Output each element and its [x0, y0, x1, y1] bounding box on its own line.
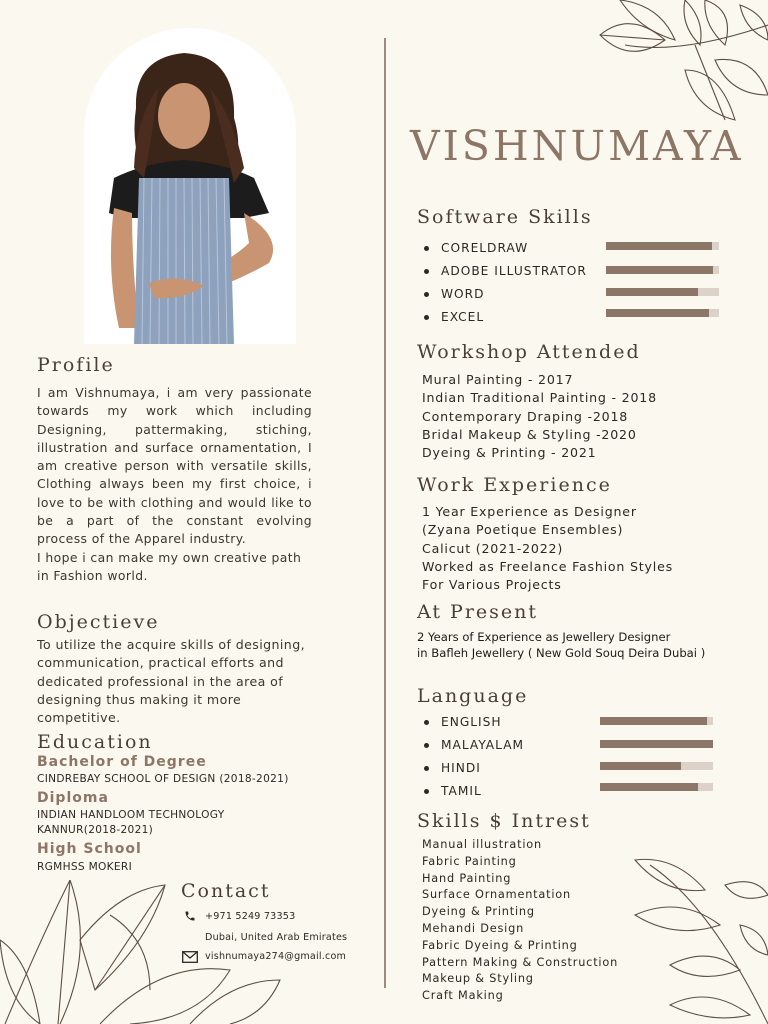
profile-text — [37, 384, 312, 585]
education-detail: INDIAN HANDLOOM TECHNOLOGY — [37, 809, 225, 821]
skills-interest-item: Pattern Making & Construction — [422, 955, 619, 969]
skills-interest-item: Fabric Dyeing & Printing — [422, 938, 578, 952]
objective-text: To utilize the acquire skills of designing, communication, practical efforts and dedicated professional in the area of designing thus making it more competitive. — [37, 637, 305, 726]
resume-name: VISHNUMAYA — [410, 122, 744, 170]
language-bar — [600, 740, 713, 748]
skills-interest-item: Fabric Painting — [422, 854, 517, 868]
work-experience-item: (Zyana Poetique Ensembles) — [422, 522, 624, 538]
software-skill-label: EXCEL — [441, 310, 485, 324]
profile-paragraph: I am Vishnumaya, i am very passionate towards my work which including Designing, pattermaking, stiching, illustration and surface ornamentation, I am creative person with versatile skills, Clothing always been my first choice, i love to be with clothing and would like to be a part of the constant evolving process of the Apparel industry. — [37, 385, 312, 547]
skills-interest-item: Surface Ornamentation — [422, 888, 571, 902]
skill-bar-fill — [606, 266, 713, 274]
profile-paragraph-2: I hope i can make my own creative path in Fashion world. — [37, 549, 302, 583]
language-bar-fill — [600, 740, 713, 748]
workshop-list — [422, 371, 657, 462]
skills-interest-item: Dyeing & Printing — [422, 905, 535, 919]
language-bar-fill — [600, 783, 698, 791]
at-present-item: 2 Years of Experience as Jewellery Designer — [417, 630, 671, 644]
education-title-high-school: High School — [37, 841, 142, 857]
skills-interest-item: Manual illustration — [422, 838, 542, 851]
objective-heading: Objectieve — [37, 611, 160, 633]
skills-interest-item: Makeup & Styling — [422, 972, 534, 986]
skills-interest-item: Hand Painting — [422, 871, 512, 885]
skill-bar-fill — [606, 288, 698, 296]
bullet-icon — [424, 743, 429, 748]
workshop-item: Dyeing & Printing - 2021 — [422, 445, 597, 461]
phone-icon — [184, 910, 196, 922]
work-experience-item: Worked as Freelance Fashion Styles — [422, 558, 673, 574]
language-heading: Language — [417, 685, 529, 707]
workshop-item: Mural Painting - 2017 — [422, 372, 574, 387]
at-present-list — [417, 629, 705, 661]
language-label: TAMIL — [441, 784, 482, 798]
software-skill-bar — [606, 242, 719, 250]
workshop-item: Bridal Makeup & Styling -2020 — [422, 426, 637, 442]
software-skills-heading: Software Skills — [417, 206, 593, 228]
work-experience-item: Calicut (2021-2022) — [422, 540, 564, 556]
software-skill-bar — [606, 288, 719, 296]
skills-interest-heading: Skills $ Intrest — [417, 810, 591, 832]
column-divider — [384, 38, 386, 988]
contact-email[interactable]: vishnumaya274@gmail.com — [205, 951, 347, 962]
profile-photo — [84, 28, 296, 344]
language-bar — [600, 783, 713, 791]
education-title-diploma: Diploma — [37, 790, 109, 806]
software-skill-bar — [606, 266, 719, 274]
bullet-icon — [424, 789, 429, 794]
work-experience-heading: Work Experience — [417, 474, 612, 496]
workshop-item: Contemporary Draping -2018 — [422, 408, 629, 424]
contact-phone[interactable]: +971 5249 73353 — [205, 911, 296, 922]
bullet-icon — [424, 292, 429, 297]
workshop-heading: Workshop Attended — [417, 341, 641, 363]
language-label: ENGLISH — [441, 715, 502, 729]
work-experience-item: 1 Year Experience as Designer — [422, 504, 637, 519]
software-skill-label: WORD — [441, 287, 485, 301]
education-title-bachelor: Bachelor of Degree — [37, 754, 207, 770]
language-bar — [600, 762, 713, 770]
bullet-icon — [424, 269, 429, 274]
workshop-item: Indian Traditional Painting - 2018 — [422, 390, 657, 406]
at-present-item: in Bafleh Jewellery ( New Gold Souq Deira Dubai ) — [417, 646, 706, 660]
language-bar-fill — [600, 762, 681, 770]
software-skill-label: ADOBE ILLUSTRATOR — [441, 264, 587, 278]
education-detail: KANNUR(2018-2021) — [37, 824, 154, 836]
bullet-icon — [424, 246, 429, 251]
contact-heading: Contact — [181, 880, 271, 902]
software-skill-bar — [606, 309, 719, 317]
at-present-heading: At Present — [417, 601, 539, 623]
leaf-decoration-top-right — [585, 0, 768, 130]
language-bar — [600, 717, 713, 725]
education-detail: RGMHSS MOKERI — [37, 861, 132, 873]
software-skill-label: CORELDRAW — [441, 241, 529, 255]
leaf-decoration-bottom-right — [630, 855, 768, 1024]
bullet-icon — [424, 315, 429, 320]
email-icon — [182, 951, 198, 963]
contact-address: Dubai, United Arab Emirates — [205, 932, 348, 943]
bullet-icon — [424, 720, 429, 725]
education-heading: Education — [37, 731, 153, 753]
skills-interest-item: Craft Making — [422, 989, 504, 1003]
bullet-icon — [424, 766, 429, 771]
language-bar-fill — [600, 717, 707, 725]
language-label: MALAYALAM — [441, 738, 525, 752]
skill-bar-fill — [606, 242, 712, 250]
profile-heading: Profile — [37, 354, 115, 376]
skills-interest-list — [422, 837, 618, 1005]
work-experience-list — [422, 503, 673, 594]
education-detail: CINDREBAY SCHOOL OF DESIGN (2018-2021) — [37, 773, 289, 785]
language-label: HINDI — [441, 761, 481, 775]
work-experience-item: For Various Projects — [422, 577, 562, 593]
skill-bar-fill — [606, 309, 709, 317]
skills-interest-item: Mehandi Design — [422, 921, 525, 935]
